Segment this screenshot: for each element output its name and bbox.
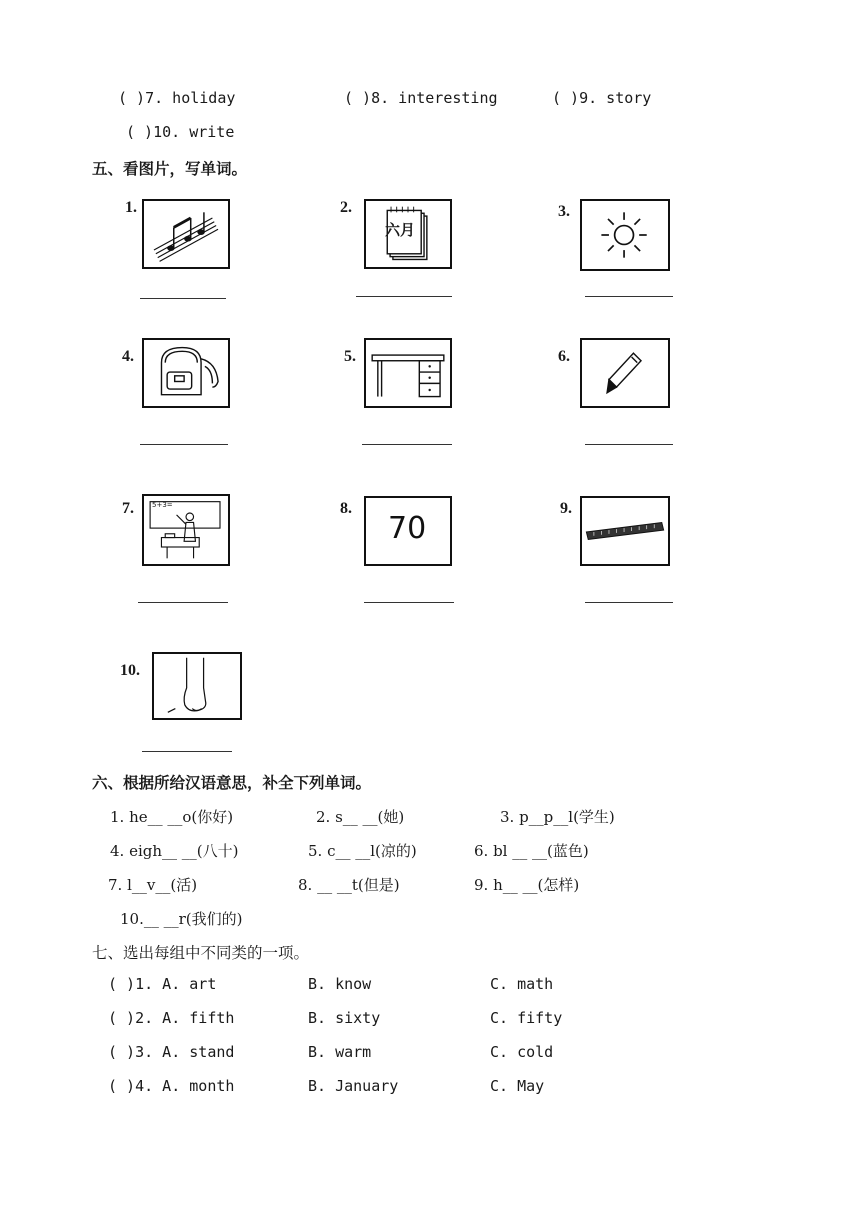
calendar-month-text: 六月 <box>385 221 416 239</box>
question-item-9: ( )9. story <box>552 89 652 107</box>
question-item-10: ( )10. write <box>126 123 235 141</box>
fill-item-9: 9. h__ __(怎样) <box>474 876 580 894</box>
pencil-icon <box>580 338 670 408</box>
choice-question-3-stem: ( )3. A. stand <box>108 1043 235 1061</box>
picture-label-4: 4. <box>122 348 134 365</box>
number-seventy-text: 70 <box>388 511 427 546</box>
picture-label-5: 5. <box>344 348 356 365</box>
answer-blank-4[interactable] <box>140 444 228 445</box>
picture-label-1: 1. <box>125 199 137 216</box>
choice-question-1-option-b: B. know <box>308 975 372 993</box>
ruler-icon <box>580 496 670 566</box>
choice-question-4-stem: ( )4. A. month <box>108 1077 235 1095</box>
desk-icon <box>364 338 452 408</box>
section-five-heading: 五、看图片，写单词。 <box>92 160 248 178</box>
picture-label-3: 3. <box>558 203 570 220</box>
answer-blank-9[interactable] <box>585 602 673 603</box>
answer-blank-7[interactable] <box>138 602 228 603</box>
choice-question-2-option-c: C. fifty <box>490 1009 563 1027</box>
fill-item-5: 5. c__ __l(凉的) <box>308 842 417 860</box>
choice-question-3-option-c: C. cold <box>490 1043 554 1061</box>
question-item-8: ( )8. interesting <box>344 89 498 107</box>
answer-blank-5[interactable] <box>362 444 452 445</box>
fill-item-2: 2. s__ __(她) <box>316 808 405 826</box>
choice-question-4-option-c: C. May <box>490 1077 545 1095</box>
fill-item-6: 6. bl __ __(蓝色) <box>474 842 589 860</box>
picture-label-2: 2. <box>340 199 352 216</box>
answer-blank-1[interactable] <box>140 298 226 299</box>
choice-question-1-stem: ( )1. A. art <box>108 975 217 993</box>
sun-icon <box>580 199 670 271</box>
answer-blank-2[interactable] <box>356 296 452 297</box>
choice-question-2-stem: ( )2. A. fifth <box>108 1009 235 1027</box>
picture-label-7: 7. <box>122 500 134 517</box>
fill-item-7: 7. l__v__(活) <box>108 876 198 894</box>
schoolbag-icon <box>142 338 230 408</box>
answer-blank-3[interactable] <box>585 296 673 297</box>
picture-label-8: 8. <box>340 500 352 517</box>
choice-question-4-option-b: B. January <box>308 1077 399 1095</box>
picture-label-10: 10. <box>120 662 140 679</box>
choice-question-2-option-b: B. sixty <box>308 1009 381 1027</box>
section-seven-heading: 七、选出每组中不同类的一项。 <box>92 944 310 962</box>
blackboard-text: 5+3= <box>152 501 173 509</box>
question-item-7: ( )7. holiday <box>118 89 236 107</box>
music-notes-icon <box>142 199 230 269</box>
fill-item-4: 4. eigh__ __(八十) <box>110 842 239 860</box>
foot-icon <box>152 652 242 720</box>
fill-item-1: 1. he__ __o(你好) <box>110 808 234 826</box>
fill-item-3: 3. p__p__l(学生) <box>500 808 615 826</box>
fill-item-8: 8. __ __t(但是) <box>298 876 400 894</box>
section-six-heading: 六、根据所给汉语意思，补全下列单词。 <box>92 774 372 792</box>
answer-blank-10[interactable] <box>142 751 232 752</box>
picture-label-9: 9. <box>560 500 572 517</box>
choice-question-1-option-c: C. math <box>490 975 554 993</box>
picture-label-6: 6. <box>558 348 570 365</box>
answer-blank-8[interactable] <box>364 602 454 603</box>
choice-question-3-option-b: B. warm <box>308 1043 372 1061</box>
fill-item-10: 10.__ __r(我们的) <box>120 910 243 928</box>
answer-blank-6[interactable] <box>585 444 673 445</box>
